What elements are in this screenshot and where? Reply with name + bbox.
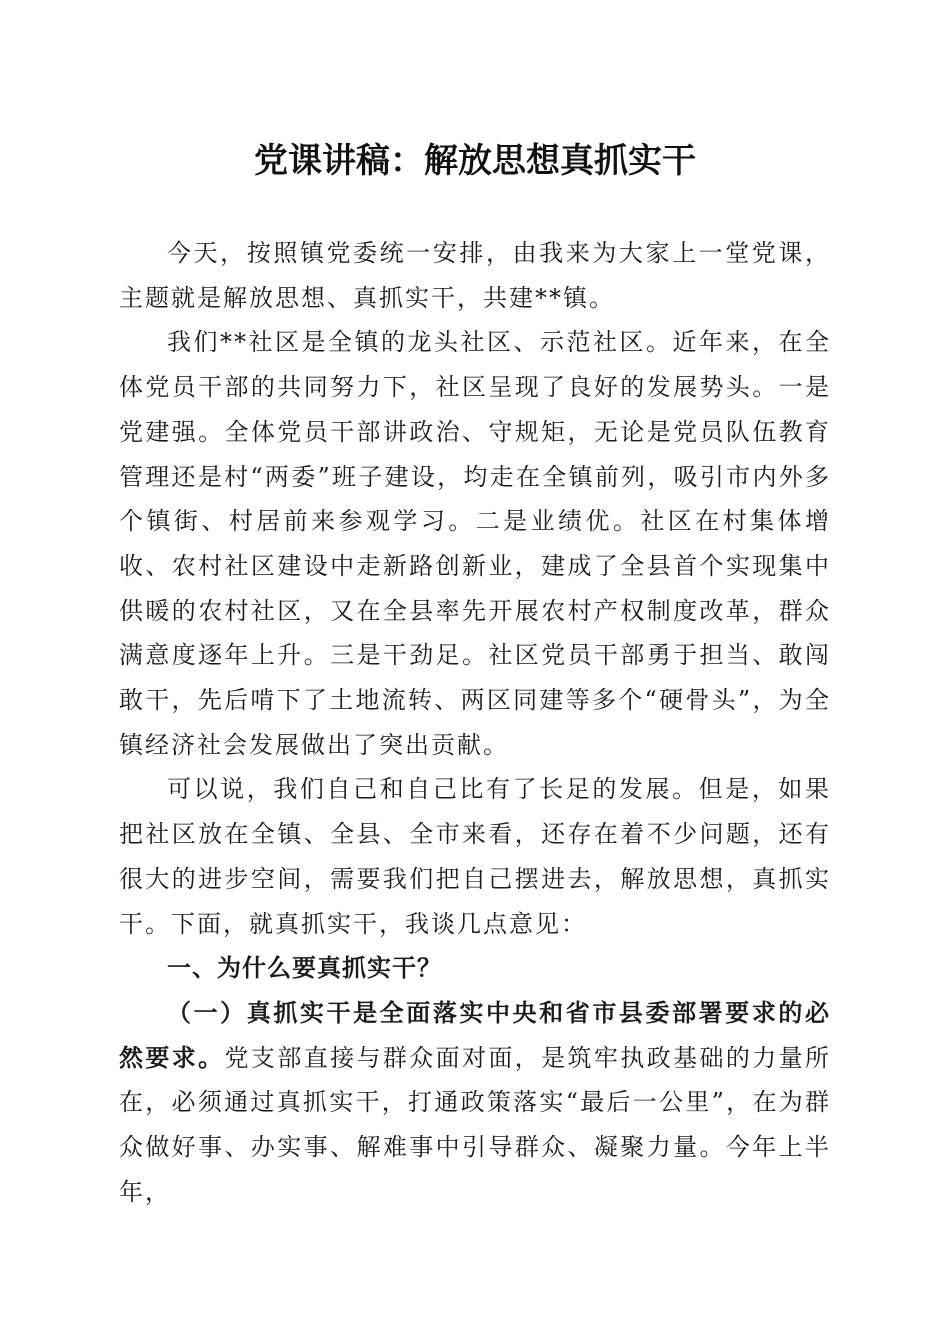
subsection-text: 党支部直接与群众面对面，是筑牢执政基础的力量所在，必须通过真抓实干，打通政策落实“最后一公里”，在为群众做好事、办实事、解难事中引导群众、凝聚力量。今年上半年，	[119, 1043, 832, 1206]
paragraph-community-overview: 我们**社区是全镇的龙头社区、示范社区。近年来，在全体党员干部的共同努力下，社区呈现了良好的发展势头。一是党建强。全体党员干部讲政治、守规矩，无论是党员队伍教育管理还是村“两委”班子建设，均走在全镇前列，吸引市内外多个镇街、村居前来参观学习。二是业绩优。社区在村集体增收、农村社区建设中走新路创新业，建成了全县首个实现集中供暖的农村社区，又在全县率先开展农村产权制度改革，群众满意度逐年上升。三是干劲足。社区党员干部勇于担当、敢闯敢干，先后啃下了土地流转、两区同建等多个“硬骨头”，为全镇经济社会发展做出了突出贡献。	[119, 328, 831, 759]
paragraph-intro: 今天，按照镇党委统一安排，由我来为大家上一堂党课，主题就是解放思想、真抓实干，共建**镇。	[119, 239, 831, 312]
paragraph-transition: 可以说，我们自己和自己比有了长足的发展。但是，如果把社区放在全镇、全县、全市来看，还存在着不少问题，还有很大的进步空间，需要我们把自己摆进去，解放思想，真抓实干。下面，就真抓实干，我谈几点意见：	[119, 775, 831, 938]
paragraph-subsection-1	[119, 991, 831, 1215]
subsection-lead: （一）真抓实干是全面落实中央和省市县委部署要求的必然要求。	[119, 997, 831, 1072]
document-title: 党课讲稿：解放思想真抓实干	[254, 141, 696, 181]
document-body	[119, 231, 831, 1214]
section-heading-1: 一、为什么要真抓实干？	[167, 954, 442, 983]
